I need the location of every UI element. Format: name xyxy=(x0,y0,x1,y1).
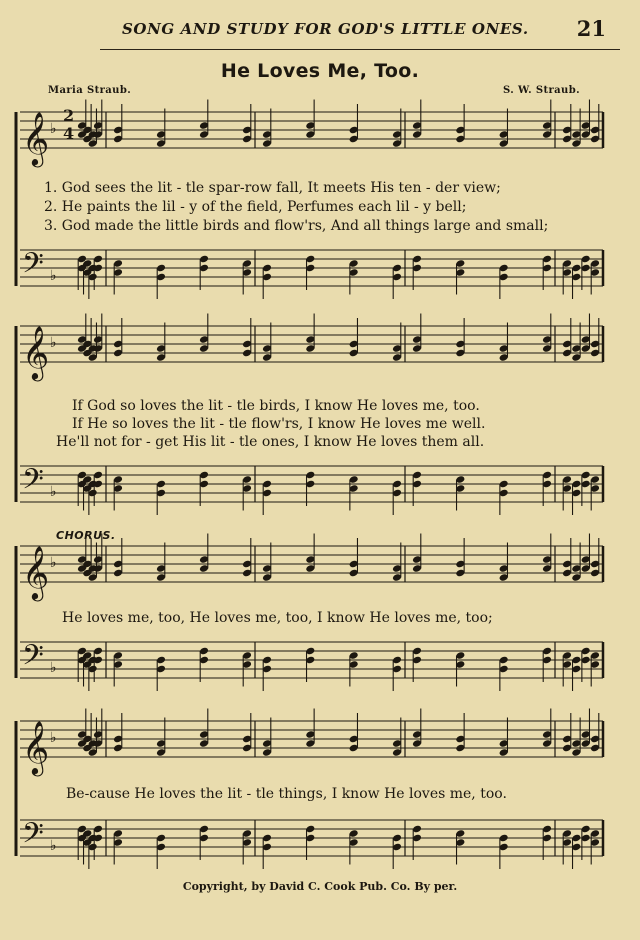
chorus-line-2: Be-cause He loves the lit - tle things, I know He loves me, too. xyxy=(66,786,507,802)
song-title: He Loves Me, Too. xyxy=(220,60,420,82)
treble-clef-icon: 𝄞 xyxy=(22,545,50,599)
flat-icon: ♭ xyxy=(50,268,57,284)
flat-icon: ♭ xyxy=(50,484,57,500)
copyright-notice: Copyright, by David C. Cook Pub. Co. By per. xyxy=(182,880,458,893)
lyricist-credit: Maria Straub. xyxy=(48,85,132,96)
flat-icon: ♭ xyxy=(50,730,57,746)
composer-credit: S. W. Straub. xyxy=(503,85,580,96)
chorus-line-1: He loves me, too, He loves me, too, I know He loves me, too; xyxy=(62,610,493,626)
bass-clef-icon: 𝄢 xyxy=(22,463,44,503)
time-signature-top: 2 xyxy=(63,106,75,125)
flat-icon: ♭ xyxy=(50,121,57,137)
flat-icon: ♭ xyxy=(50,335,57,351)
running-head-title: SONG AND STUDY FOR GOD'S LITTLE ONES. xyxy=(122,20,529,38)
flat-icon: ♭ xyxy=(50,660,57,676)
bass-clef-icon: 𝄢 xyxy=(22,247,44,287)
verse-ending-line-1: If God so loves the lit - tle birds, I know He loves me, too. xyxy=(72,398,480,414)
treble-clef-icon: 𝄞 xyxy=(22,720,50,774)
verse-ending-line-3: He'll not for - get His lit - tle ones, I know He loves them all. xyxy=(56,434,485,450)
flat-icon: ♭ xyxy=(50,555,57,571)
bass-clef-icon: 𝄢 xyxy=(22,817,44,857)
treble-clef-icon: 𝄞 xyxy=(22,111,50,165)
flat-icon: ♭ xyxy=(50,838,57,854)
verse-line-1: 1. God sees the lit - tle spar-row fall, It meets His ten - der view; xyxy=(44,180,501,196)
treble-clef-icon: 𝄞 xyxy=(22,325,50,379)
verse-line-2: 2. He paints the lil - y of the field, Perfumes each lil - y bell; xyxy=(44,199,467,215)
chorus-label: CHORUS. xyxy=(56,529,116,542)
bass-clef-icon: 𝄢 xyxy=(22,639,44,679)
page-number: 21 xyxy=(576,16,606,41)
time-signature-bottom: 4 xyxy=(63,124,75,143)
verse-line-3: 3. God made the little birds and flow'rs, And all things large and small; xyxy=(44,218,549,234)
verse-ending-line-2: If He so loves the lit - tle flow'rs, I know He loves me well. xyxy=(72,416,486,432)
